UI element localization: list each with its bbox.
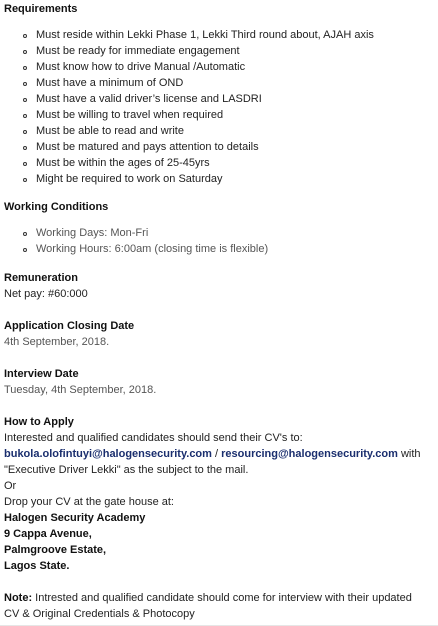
bullet-icon — [23, 146, 27, 150]
email-link-2[interactable]: resourcing@halogensecurity.com — [221, 448, 398, 460]
bullet-icon — [23, 50, 27, 54]
requirements-heading: Requirements — [4, 3, 78, 15]
bullet-icon — [23, 178, 27, 182]
bullet-icon — [23, 34, 27, 38]
list-item: Must reside within Lekki Phase 1, Lekki Third round about, AJAH axis — [36, 29, 374, 41]
list-item: Working Days: Mon-Fri — [36, 227, 149, 239]
list-item: Must be within the ages of 25-45yrs — [36, 157, 210, 169]
list-item: Must have a valid driver’s license and LASDRI — [36, 93, 262, 105]
apply-intro-text: Interested and qualified candidates should send their CV's to: — [4, 432, 303, 444]
apply-or-text: Or — [4, 480, 17, 492]
working-conditions-heading: Working Conditions — [4, 201, 109, 213]
bullet-icon — [23, 66, 27, 70]
list-item: Might be required to work on Saturday — [36, 173, 223, 185]
list-item: Must be matured and pays attention to details — [36, 141, 259, 153]
bullet-icon — [23, 248, 27, 252]
bullet-icon — [23, 98, 27, 102]
email-with-text: with — [397, 448, 421, 460]
email-link-1[interactable]: bukola.olofintuyi@halogensecurity.com — [4, 448, 212, 460]
list-item: Must have a minimum of OND — [36, 77, 184, 89]
bullet-icon — [23, 130, 27, 134]
address-line: Halogen Security Academy — [4, 512, 146, 524]
list-item: Must know how to drive Manual /Automatic — [36, 61, 246, 73]
bullet-icon — [23, 82, 27, 86]
closing-date-text: 4th September, 2018. — [4, 336, 110, 348]
address-line: Palmgroove Estate, — [4, 544, 107, 556]
list-item: Must be willing to travel when required — [36, 109, 224, 121]
email-separator: / — [211, 448, 222, 460]
note-line-1 — [4, 590, 412, 606]
apply-drop-text: Drop your CV at the gate house at: — [4, 496, 174, 508]
apply-subject-text: "Executive Driver Lekki" as the subject to the mail. — [4, 464, 249, 476]
address-line: Lagos State. — [4, 560, 70, 572]
apply-email-line — [4, 446, 421, 462]
interview-date-heading: Interview Date — [4, 368, 79, 380]
list-item: Working Hours: 6:00am (closing time is flexible) — [36, 243, 269, 255]
remuneration-text: Net pay: #60:000 — [4, 288, 88, 300]
bullet-icon — [23, 232, 27, 236]
address-line: 9 Cappa Avenue, — [4, 528, 92, 540]
interview-date-text: Tuesday, 4th September, 2018. — [4, 384, 157, 396]
list-item: Must be ready for immediate engagement — [36, 45, 240, 57]
note-text-1: Intrested and qualified candidate should come for interview with their updated — [32, 592, 412, 604]
note-label: Note: — [4, 592, 33, 604]
bullet-icon — [23, 114, 27, 118]
how-to-apply-heading: How to Apply — [4, 416, 74, 428]
list-item: Must be able to read and write — [36, 125, 184, 137]
note-text-2: CV & Original Credentials & Photocopy — [4, 608, 195, 620]
remuneration-heading: Remuneration — [4, 272, 78, 284]
bullet-icon — [23, 162, 27, 166]
closing-date-heading: Application Closing Date — [4, 320, 135, 332]
